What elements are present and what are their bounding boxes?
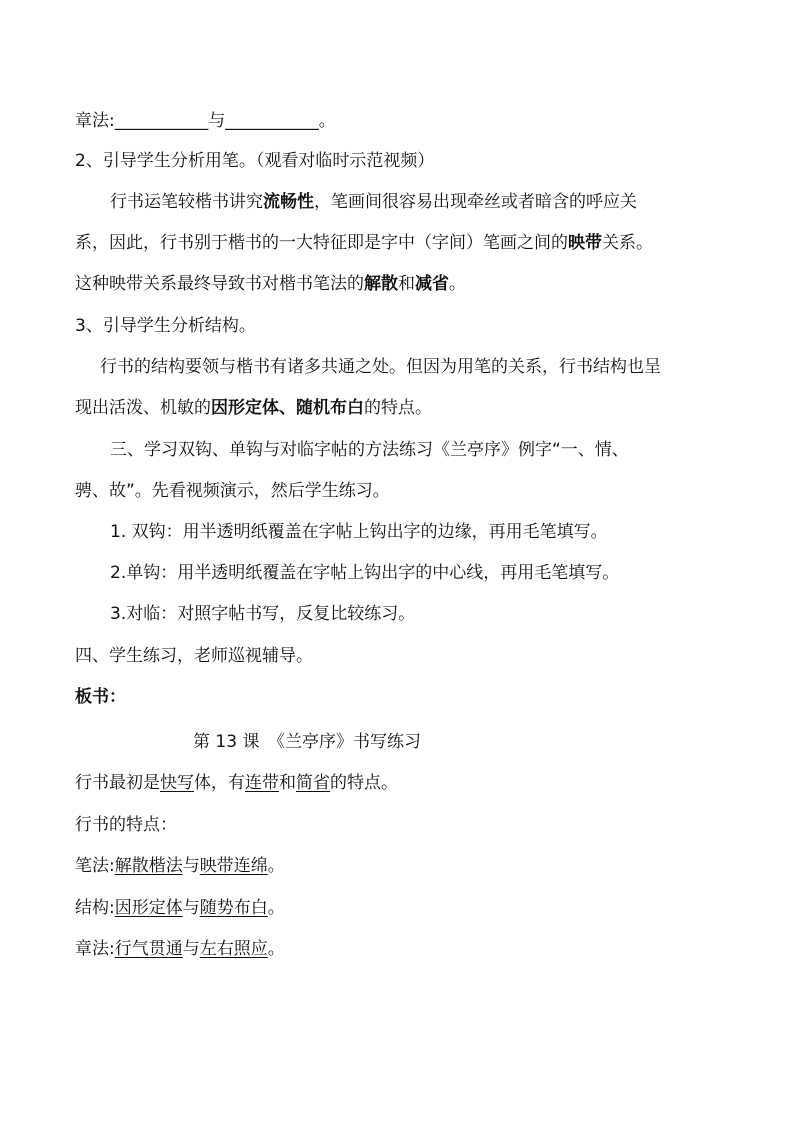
step-2-heading: 2、引导学生分析用笔。（观看对临时示范视频） <box>75 151 435 171</box>
lesson-title: 第 13 课 《兰亭序》书写练习 <box>193 732 421 752</box>
section-3-line-1: 三、学习双钩、单钩与对临字帖的方法练习《兰亭序》例字“一、情、 <box>110 440 629 460</box>
board-line-composition: 章法:行气贯通与左右照应。 <box>75 939 285 959</box>
paragraph-structure-line-1: 行书的结构要领与楷书有诸多共通之处。但因为用笔的关系，行书结构也呈 <box>100 357 661 377</box>
paragraph-brush-line-1: 行书运笔较楷书讲究流畅性，笔画间很容易出现牵丝或者暗含的呼应关 <box>110 192 637 212</box>
step-3-heading: 3、引导学生分析结构。 <box>75 316 256 336</box>
paragraph-brush-line-3: 这种映带关系最终导致书对楷书笔法的解散和减省。 <box>75 274 466 294</box>
method-copying: 3.对临：对照字帖书写，反复比较练习。 <box>110 604 416 624</box>
board-line-features: 行书的特点： <box>75 815 177 835</box>
section-4-heading: 四、学生练习，老师巡视辅导。 <box>75 646 313 666</box>
paragraph-brush-line-2: 系，因此，行书别于楷书的一大特征即是字中（字间）笔画之间的映带关系。 <box>75 233 653 253</box>
section-3-line-2: 骋、故”。先看视频演示，然后学生练习。 <box>75 481 390 501</box>
board-line-brush: 笔法:解散楷法与映带连绵。 <box>75 856 285 876</box>
method-single-hook: 2.单钩：用半透明纸覆盖在字帖上钩出字的中心线，再用毛笔填写。 <box>110 563 620 583</box>
paragraph-structure-line-2: 现出活泼、机敏的因形定体、随机布白的特点。 <box>75 398 432 418</box>
method-double-hook: 1. 双钩：用半透明纸覆盖在字帖上钩出字的边缘，再用毛笔填写。 <box>110 522 608 542</box>
board-line-structure: 结构:因形定体与随势布白。 <box>75 898 285 918</box>
chapter-method-blank-line: 章法:___________与___________。 <box>75 111 336 131</box>
board-line-origin: 行书最初是快写体，有连带和简省的特点。 <box>75 773 398 793</box>
board-heading: 板书： <box>75 687 126 707</box>
